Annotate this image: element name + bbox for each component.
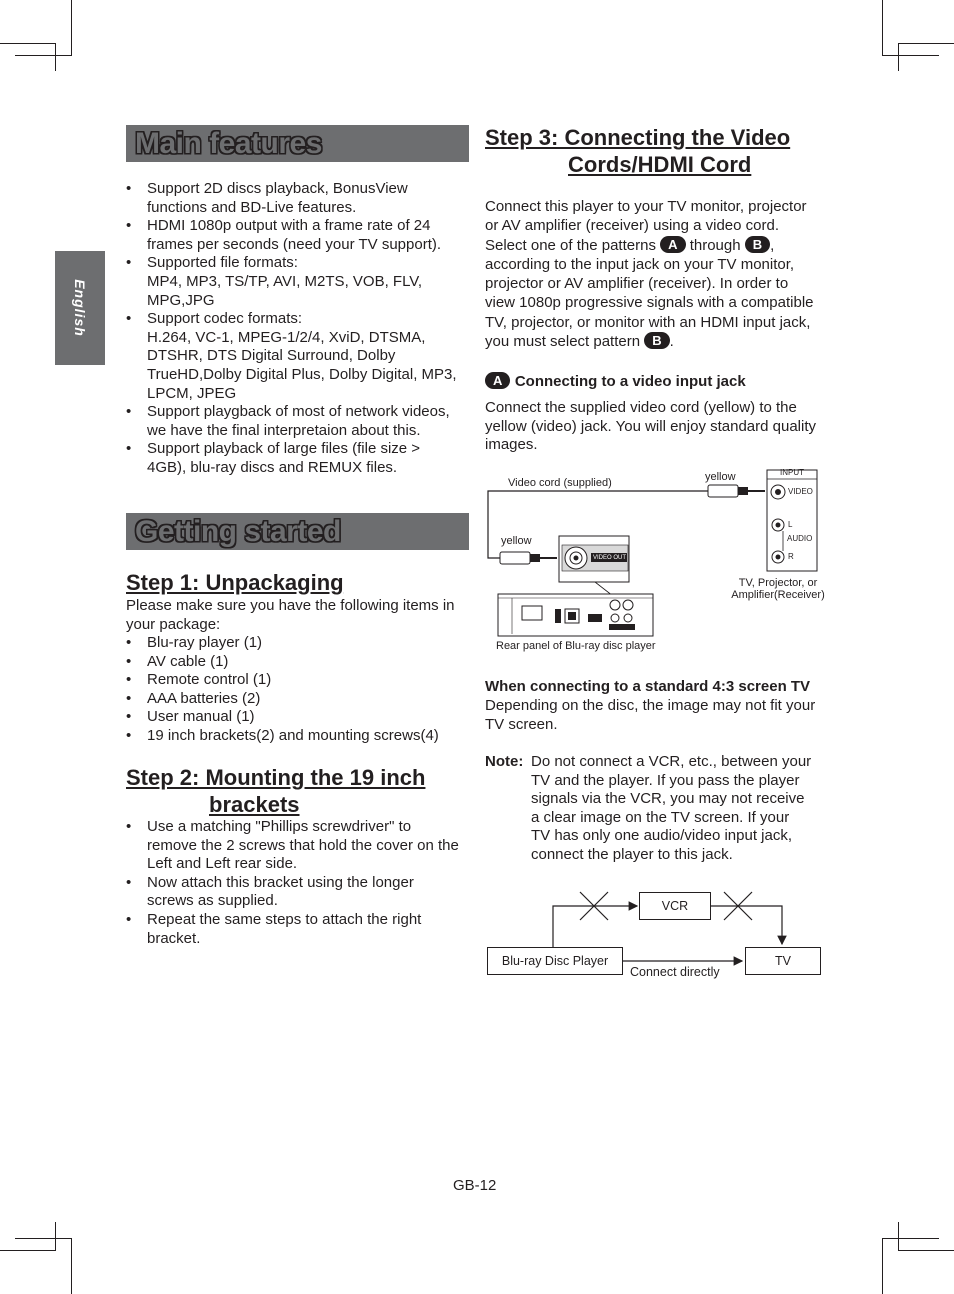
list-item: • Now attach this bracket using the longer screws as supplied. [126,874,476,911]
tv-device-label: TV, Projector, or Amplifier(Receiver) [731,577,825,601]
list-item: • AAA batteries (2) [126,690,471,709]
cord-label: Video cord (supplied) [508,477,612,489]
package-contents-list [126,634,471,746]
step1-intro: Please make sure you have the following items in your package: [126,597,455,633]
tv-audio-label: AUDIO [787,534,813,543]
crop-mark [0,43,56,44]
mounting-steps-list [126,818,476,948]
page-number: GB-12 [453,1177,497,1194]
list-item: • 19 inch brackets(2) and mounting screws(4) [126,727,471,746]
tv-box: TV [745,947,821,975]
list-item: • Remote control (1) [126,671,471,690]
sub-heading-a: A Connecting to a video input jack [485,372,746,391]
main-features-banner [126,125,469,162]
tv-input-label: INPUT [780,468,804,477]
tv-r-label: R [788,552,794,561]
connect-directly-label: Connect directly [630,965,720,979]
list-item: • Use a matching "Phillips screwdriver" to remove the 2 screws that hold the cover on the Left and Left rear side. [126,818,476,874]
list-item: • User manual (1) [126,708,471,727]
player-box: Blu-ray Disc Player [487,947,623,975]
language-tab [55,251,105,365]
video-out-label: VIDEO OUT [593,555,627,561]
crop-mark [898,1222,899,1250]
step2-heading: Step 2: Mounting the 19 inch brackets [126,765,426,817]
crop-mark [882,1238,939,1239]
pattern-a-badge: A [485,372,510,389]
crop-mark [882,1238,883,1294]
list-item: • Supported file formats: MP4, MP3, TS/TP, AVI, M2TS, VOB, FLV, MPG,JPG [126,254,471,310]
crop-mark [882,0,883,56]
crop-mark [898,43,899,71]
crop-mark [15,1238,72,1239]
list-item: • HDMI 1080p output with a frame rate of 24 frames per seconds (need your TV support). [126,217,471,254]
crop-mark [55,1222,56,1250]
step3-paragraph: Connect this player to your TV monitor, projector or AV amplifier (receiver) using a video cord. Select one of the patterns A through B , according to the input jack on your TV monitor, projector or AV amplifier (receiver). In order to view 1080p progressive signals with a compatible TV, projector, or monitor with an HDMI input jack, you must select pattern B . [485,198,814,351]
main-features-list [126,180,471,478]
list-item: • Support 2D discs playback, BonusView functions and BD-Live features. [126,180,471,217]
yellow-label: yellow [705,471,736,483]
standard-tv-heading: When connecting to a standard 4:3 screen TV [485,678,811,695]
crop-mark [898,43,954,44]
vcr-box: VCR [639,892,711,920]
standard-tv-text: Depending on the disc, the image may not fit your TV screen. [485,697,816,733]
crop-mark [882,55,939,56]
list-item: • Support playgback of most of network videos, we have the final interpretaion about this. [126,403,471,440]
list-item: • AV cable (1) [126,653,471,672]
pattern-a-badge: A [660,236,685,253]
crop-mark [71,1238,72,1294]
list-item: • Blu-ray player (1) [126,634,471,653]
list-item: • Support codec formats: H.264, VC-1, MPEG-1/2/4, XviD, DTSMA, DTSHR, DTS Digital Surround, Dolby TrueHD,Dolby Digital Plus, Dolby Digital, MP3, LPCM, JPEG [126,310,471,403]
pattern-b-badge: B [644,332,669,349]
note-label: Note: [485,753,524,770]
step3-heading: Step 3: Connecting the Video Cords/HDMI Cord [485,125,791,177]
crop-mark [71,0,72,56]
pattern-b-badge: B [745,236,770,253]
sub-a-text: Connect the supplied video cord (yellow) to the yellow (video) jack. You will enjoy standard quality images. [485,399,817,454]
main-features-title: Main features [135,127,322,160]
crop-mark [55,43,56,71]
yellow-label: yellow [501,535,532,547]
note-text: Do not connect a VCR, etc., between your TV and the player. If you pass the player signals via the VCR, you may not receive a clear image on the TV screen. If your TV has only one audio/video input jack, connect the player to this jack. [531,753,812,863]
getting-started-title: Getting started [135,515,341,548]
crop-mark [898,1250,954,1251]
getting-started-banner [126,513,469,550]
crop-mark [15,55,72,56]
connection-illustration [485,466,835,658]
vcr-connection-diagram [485,888,825,988]
video-connection-diagram [485,466,835,658]
tv-video-label: VIDEO [788,487,813,496]
list-item: • Support playback of large files (file size > 4GB), blu-ray discs and REMUX files. [126,440,471,477]
step1-heading: Step 1: Unpackaging [126,570,344,595]
crop-mark [0,1250,56,1251]
rear-panel-label: Rear panel of Blu-ray disc player [496,640,656,652]
language-tab-label: English [72,279,88,337]
list-item: • Repeat the same steps to attach the right bracket. [126,911,476,948]
tv-l-label: L [788,520,793,529]
